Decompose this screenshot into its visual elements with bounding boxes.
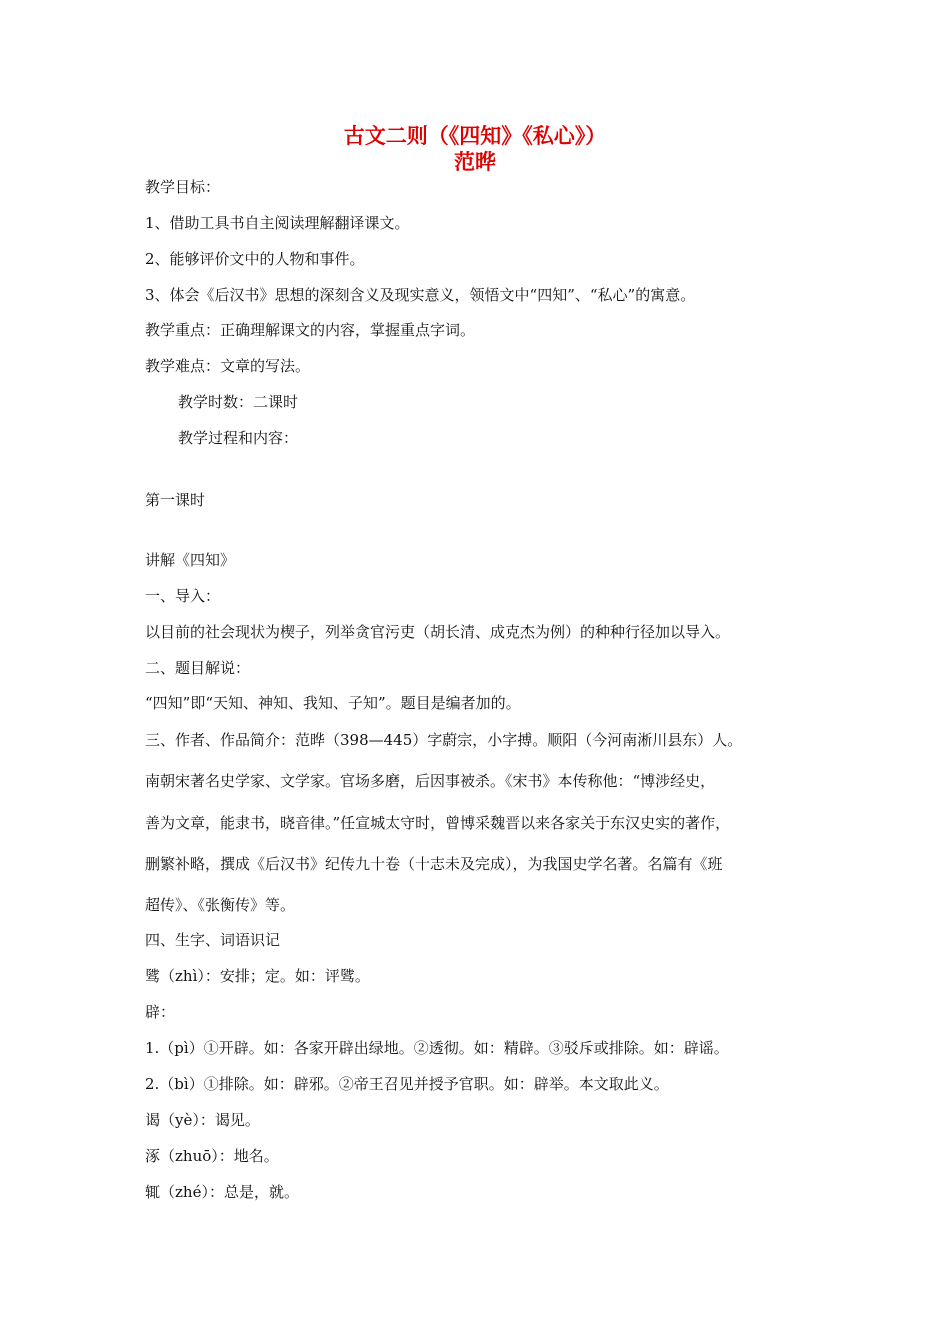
lesson-heading: 第一课时 xyxy=(145,491,206,509)
vocab-item: 涿（zhuō）：地名。 xyxy=(145,1147,279,1165)
objective-item-2: 2、能够评价文中的人物和事件。 xyxy=(145,250,365,268)
document-title: 古文二则（《四知》《私心》） xyxy=(343,124,607,148)
document-author: 范晔 xyxy=(454,150,496,174)
vocab-item: 辄（zhé）：总是，就。 xyxy=(145,1183,299,1201)
section-intro-heading: 一、导入： xyxy=(145,587,221,605)
vocab-item: 1.（pì）①开辟。如：各家开辟出绿地。②透彻。如：精辟。③驳斥或排除。如：辟谣。 xyxy=(145,1039,729,1057)
objective-item-1: 1、借助工具书自主阅读理解翻译课文。 xyxy=(145,214,410,232)
section-title-heading: 二、题目解说： xyxy=(145,659,251,677)
vocab-item: 谒（yè）：谒见。 xyxy=(145,1111,260,1129)
paragraph-line: “四知”即“天知、神知、我知、子知”。题目是编者加的。 xyxy=(145,694,521,712)
paragraph-line: 善为文章，能隶书，晓音律。”任宣城太守时，曾博采魏晋以来各家关于东汉史实的著作， xyxy=(145,814,731,832)
section-heading-objectives: 教学目标： xyxy=(145,178,221,196)
paragraph-line: 超传》、《张衡传》等。 xyxy=(145,896,296,914)
vocab-item: 骘（zhì）：安排；定。如：评骘。 xyxy=(145,967,370,985)
section-author-heading: 三、作者、作品简介：范晔（398—445）字蔚宗，小字搏。顺阳（今河南淅川县东）人。 xyxy=(145,731,743,749)
vocab-item: 2.（bì）①排除。如：辟邪。②帝王召见并授予官职。如：辟举。本文取此义。 xyxy=(145,1075,669,1093)
key-points-line: 教学重点：正确理解课文的内容，掌握重点字词。 xyxy=(145,321,476,339)
objective-item-3: 3、体会《后汉书》思想的深刻含义及现实意义，领悟文中“四知”、“私心”的寓意。 xyxy=(145,286,696,304)
class-hours-line: 教学时数：二课时 xyxy=(178,393,299,411)
difficulties-line: 教学难点：文章的写法。 xyxy=(145,357,311,375)
topic-heading: 讲解《四知》 xyxy=(145,551,236,569)
section-vocab-heading: 四、生字、词语识记 xyxy=(145,931,281,949)
process-heading: 教学过程和内容： xyxy=(178,429,299,447)
vocab-item: 辟： xyxy=(145,1003,176,1021)
paragraph-line: 删繁补略，撰成《后汉书》纪传九十卷（十志未及完成），为我国史学名著。名篇有《班 xyxy=(145,855,723,873)
paragraph-line: 以目前的社会现状为楔子，列举贪官污吏（胡长清、成克杰为例）的种种行径加以导入。 xyxy=(145,623,731,641)
paragraph-line: 南朝宋著名史学家、文学家。官场多磨，后因事被杀。《宋书》本传称他：“博涉经史， xyxy=(145,772,716,790)
